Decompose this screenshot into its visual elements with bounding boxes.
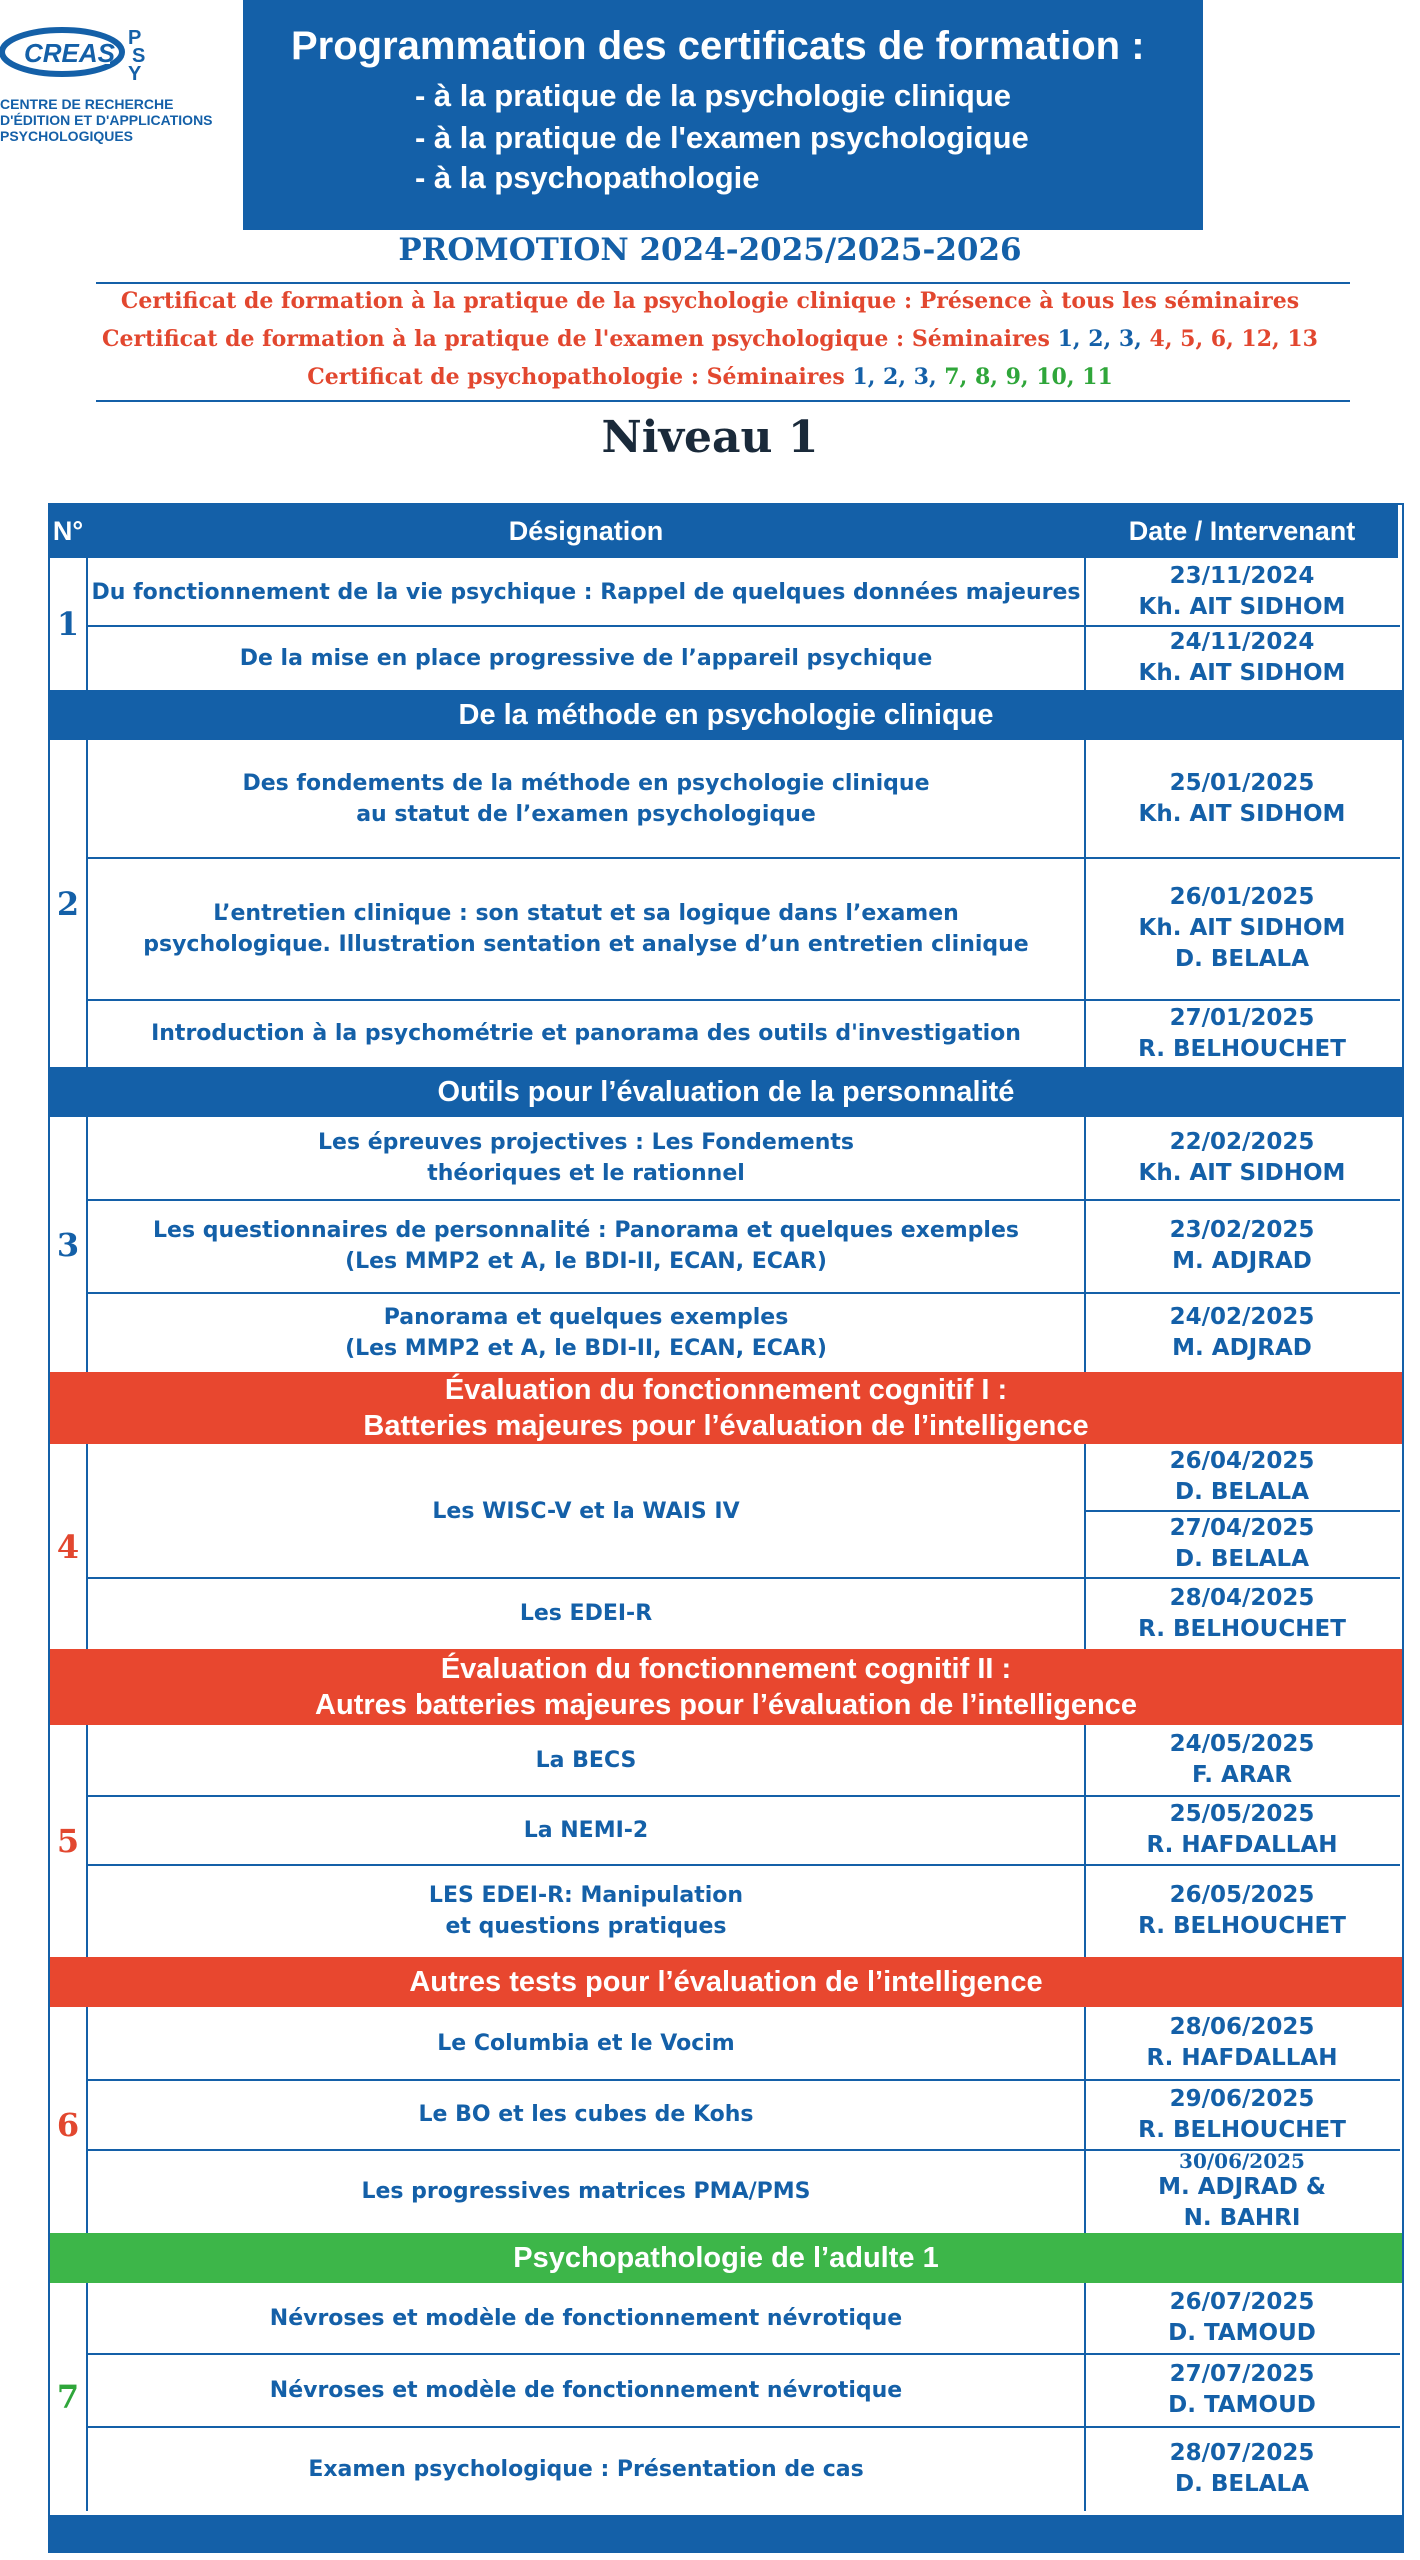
seminar-ref: 12: [1241, 326, 1273, 352]
seminar-ref: 2: [1088, 326, 1104, 352]
seminar-ref: 3: [913, 364, 929, 390]
schedule-table: [48, 503, 1404, 2517]
seminar-date: 22/02/2025 Kh. AIT SIDHOM: [1138, 1129, 1346, 1186]
seminar-number: 1: [56, 605, 80, 643]
column-divider: [1084, 1444, 1086, 1649]
logo-line: CENTRE DE RECHERCHE: [0, 96, 174, 112]
seminar-date: 26/04/2025 D. BELALA: [1169, 1448, 1315, 1505]
seminar-date: 28/07/2025 D. BELALA: [1169, 2440, 1315, 2497]
divider: [96, 282, 1350, 284]
seminar-designation: Panorama et quelques exemples (Les MMP2 et A, le BDI-II, ECAN, ECAR): [345, 1304, 827, 1361]
seminar-designation: La NEMI-2: [523, 1817, 649, 1843]
header-num: N°: [50, 505, 86, 558]
divider: [96, 400, 1350, 402]
certificate-text: Certificat de formation à la pratique de la psychologie clinique : Présence à tous les séminaires: [120, 288, 1300, 314]
creapsy-logo: [0, 18, 240, 148]
seminar-date: 27/04/2025 D. BELALA: [1169, 1515, 1315, 1572]
logo-caption: [0, 96, 250, 144]
seminar-ref: 7: [944, 364, 960, 390]
certificate-text: Certificat de formation à la pratique de l'examen psychologique : Séminaires: [101, 326, 1058, 352]
column-divider: [1084, 2283, 1086, 2511]
seminar-designation: Les WISC-V et la WAIS IV: [432, 1498, 740, 1524]
seminar-ref: 6: [1210, 326, 1227, 352]
logo-line: PSYCHOLOGIQUES: [0, 128, 134, 144]
seminar-date: 30/06/2025 M. ADJRAD & N. BAHRI: [1158, 2148, 1326, 2231]
level-title: Niveau 1: [601, 412, 819, 463]
seminar-designation: Le Columbia et le Vocim: [437, 2030, 735, 2056]
seminar-number: 7: [56, 2378, 80, 2416]
column-divider: [86, 1725, 88, 1957]
header-designation: Désignation: [88, 505, 1084, 558]
seminar-ref: 3: [1118, 326, 1135, 352]
column-divider: [1084, 1725, 1086, 1957]
section-header-methode: De la méthode en psychologie clinique: [50, 690, 1402, 740]
seminar-designation: Le BO et les cubes de Kohs: [418, 2102, 754, 2127]
column-divider: [86, 740, 88, 1067]
logo-letters: CREAS: [24, 38, 116, 68]
seminar-ref: 9: [1005, 364, 1021, 390]
seminar-designation: Examen psychologique : Présentation de cas: [308, 2456, 864, 2482]
seminar-number: 3: [56, 1225, 80, 1264]
creapsy-logo-mark: [0, 18, 150, 86]
seminar-date: 26/05/2025 R. BELHOUCHET: [1138, 1882, 1346, 1939]
column-divider: [86, 505, 88, 690]
banner-line: - à la pratique de l'examen psychologique: [415, 120, 1029, 155]
seminar-designation: De la mise en place progressive de l’appareil psychique: [239, 645, 933, 671]
seminar-number: 4: [56, 1527, 80, 1566]
section-header-cognitif-1: Évaluation du fonctionnement cognitif I : Batteries majeures pour l’évaluation de l’intelligence: [50, 1372, 1402, 1444]
header-date: Date / Intervenant: [1086, 505, 1398, 558]
seminar-designation: Les épreuves projectives : Les Fondements théoriques et le rationnel: [318, 1130, 854, 1186]
column-divider: [1084, 1117, 1086, 1372]
seminar-ref: 4: [1149, 326, 1165, 352]
seminar-date: 24/11/2024 Kh. AIT SIDHOM: [1138, 629, 1346, 686]
seminar-designation: Névroses et modèle de fonctionnement névrotique: [269, 2377, 903, 2403]
seminar-designation: Du fonctionnement de la vie psychique : Rappel de quelques données majeures: [91, 579, 1081, 605]
seminar-ref: 11: [1082, 364, 1113, 390]
column-divider: [86, 1117, 88, 1372]
column-divider: [86, 2007, 88, 2233]
seminar-date: 24/05/2025 F. ARAR: [1169, 1731, 1315, 1788]
section-header-personnalite: Outils pour l’évaluation de la personnalité: [50, 1067, 1402, 1117]
seminar-date: 29/06/2025 R. BELHOUCHET: [1138, 2085, 1346, 2143]
seminar-ref: 5: [1180, 326, 1196, 352]
seminar-date: 24/02/2025 M. ADJRAD: [1169, 1303, 1315, 1361]
seminar-date: 27/07/2025 D. TAMOUD: [1168, 2361, 1316, 2418]
column-divider: [1084, 505, 1086, 690]
promotion-title: PROMOTION 2024-2025/2025-2026: [398, 232, 1022, 268]
seminar-number: 2: [56, 884, 80, 923]
seminar-designation: LES EDEI-R: Manipulation et questions pratiques: [428, 1883, 744, 1939]
seminar-ref: 1: [852, 364, 868, 390]
seminar-date: 27/01/2025 R. BELHOUCHET: [1138, 1004, 1346, 1062]
seminar-designation: Névroses et modèle de fonctionnement névrotique: [269, 2305, 903, 2331]
certificate-text: Certificat de psychopathologie : Séminaires: [307, 364, 853, 390]
section-header-autres-tests: Autres tests pour l’évaluation de l’intelligence: [50, 1957, 1402, 2007]
seminar-ref: 1: [1057, 326, 1073, 352]
banner-title: Programmation des certificats de formation :: [291, 24, 1145, 68]
section-header-psychopathologie: Psychopathologie de l’adulte 1: [50, 2233, 1402, 2283]
seminar-designation: La BECS: [535, 1747, 637, 1773]
seminar-date: 25/01/2025 Kh. AIT SIDHOM: [1138, 769, 1346, 827]
seminar-date: 25/05/2025 R. HAFDALLAH: [1146, 1801, 1338, 1858]
seminar-date: 23/02/2025 M. ADJRAD: [1169, 1217, 1315, 1274]
column-divider: [86, 2283, 88, 2511]
seminar-ref: 13: [1287, 326, 1318, 352]
certificate-examen: Certificat de formation à la pratique de l'examen psychologique : Séminaires 1, 2, 3, 4, 5, 6, 12, 13: [101, 326, 1318, 352]
seminar-date: 26/01/2025 Kh. AIT SIDHOM D. BELALA: [1138, 884, 1346, 972]
seminar-designation: Introduction à la psychométrie et panorama des outils d'investigation: [151, 1021, 1021, 1046]
seminar-date: 23/11/2024 Kh. AIT SIDHOM: [1138, 563, 1346, 620]
seminar-designation: Des fondements de la méthode en psychologie clinique au statut de l’examen psychologique: [242, 770, 930, 827]
seminar-date: 26/07/2025 D. TAMOUD: [1168, 2289, 1316, 2346]
logo-line: D'ÉDITION ET D'APPLICATIONS: [0, 112, 213, 128]
seminar-ref: 8: [974, 364, 991, 390]
footer-bar: [48, 2515, 1404, 2553]
seminar-ref: 2: [883, 364, 899, 390]
seminar-ref: 10: [1036, 364, 1067, 390]
seminar-designation: Les questionnaires de personnalité : Panorama et quelques exemples (Les MMP2 et A, le BDI-II, ECAN, ECAR): [153, 1218, 1019, 1274]
certificate-clinique: [0, 288, 1420, 314]
banner-line: - à la psychopathologie: [415, 160, 760, 195]
section-header-cognitif-2: Évaluation du fonctionnement cognitif II : Autres batteries majeures pour l’évaluation de l’intelligence: [50, 1649, 1402, 1725]
column-divider: [1084, 740, 1086, 1067]
banner-line: - à la pratique de la psychologie clinique: [415, 78, 1012, 113]
logo-side-letters: P S Y: [128, 27, 146, 85]
title-banner: [243, 0, 1203, 230]
seminar-number: 6: [56, 2106, 80, 2144]
seminar-designation: Les progressives matrices PMA/PMS: [361, 2179, 811, 2204]
seminar-number: 5: [56, 1822, 80, 1860]
certificate-psychopathologie: Certificat de psychopathologie : Séminaires 1, 2, 3, 7, 8, 9, 10, 11: [307, 364, 1113, 390]
column-divider: [86, 1444, 88, 1649]
seminar-date: 28/04/2025 R. BELHOUCHET: [1138, 1584, 1346, 1642]
column-divider: [1084, 2007, 1086, 2233]
seminar-designation: L’entretien clinique : son statut et sa logique dans l’examen psychologique. Illustration sentation et analyse d’un entretien clinique: [143, 900, 1029, 957]
seminar-date: 28/06/2025 R. HAFDALLAH: [1146, 2014, 1338, 2071]
seminar-designation: Les EDEI-R: [519, 1601, 653, 1626]
